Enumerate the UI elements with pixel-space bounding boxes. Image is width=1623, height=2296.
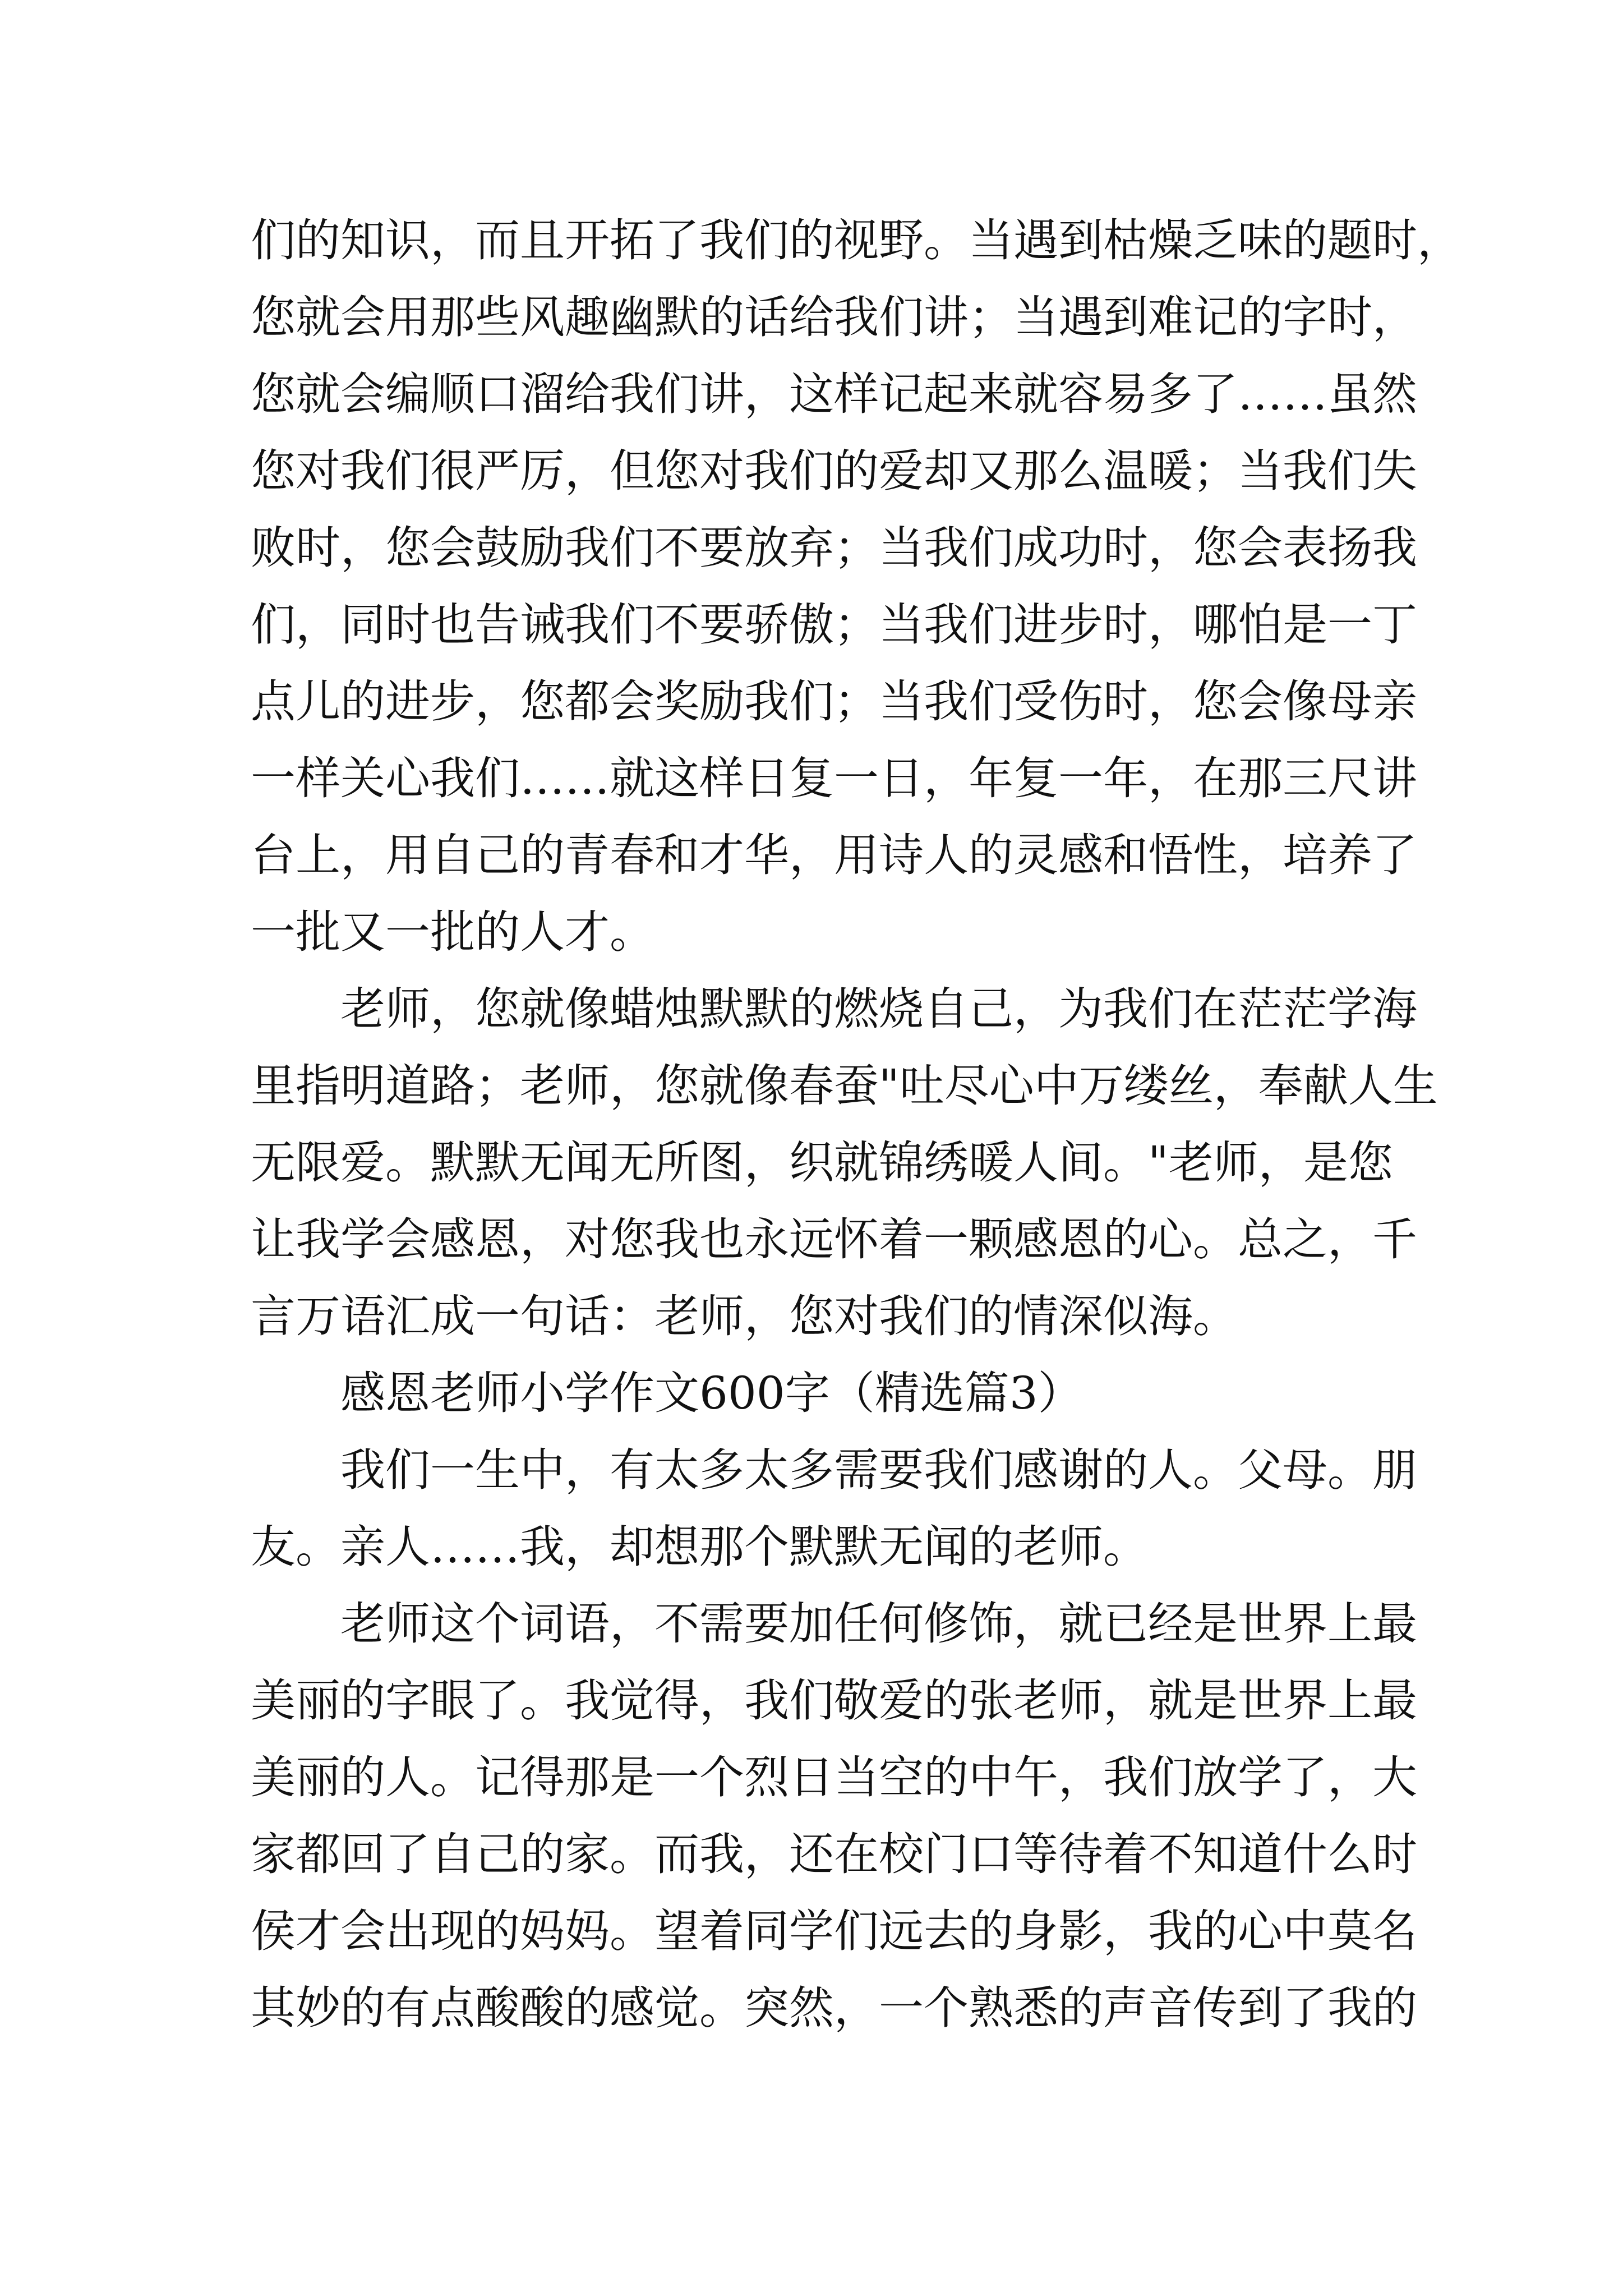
- text-line: 您就会编顺口溜给我们讲，这样记起来就容易多了……虽然: [251, 368, 1417, 420]
- text-line: 家都回了自己的家。而我，还在校门口等待着不知道什么时: [251, 1828, 1417, 1880]
- text-line: 您对我们很严厉，但您对我们的爱却又那么温暖；当我们失: [251, 445, 1417, 497]
- essay-body: [251, 202, 1462, 2046]
- text-line: 言万语汇成一句话：老师，您对我们的情深似海。: [251, 1290, 1238, 1342]
- section-heading: 感恩老师小学作文600字（精选篇3）: [340, 1367, 1083, 1419]
- text-line: 们，同时也告诫我们不要骄傲；当我们进步时，哪怕是一丁: [251, 599, 1417, 651]
- text-line: 美丽的字眼了。我觉得，我们敬爱的张老师，就是世界上最: [251, 1674, 1417, 1727]
- text-line: 点儿的进步，您都会奖励我们；当我们受伤时，您会像母亲: [251, 675, 1417, 728]
- paragraph-start-line: 老师，您就像蜡烛默默的燃烧自己，为我们在茫茫学海: [340, 983, 1417, 1035]
- text-line: 台上，用自己的青春和才华，用诗人的灵感和悟性，培养了: [251, 829, 1417, 881]
- text-line: 一批又一批的人才。: [251, 906, 654, 958]
- text-line: 美丽的人。记得那是一个烈日当空的中午，我们放学了，大: [251, 1751, 1417, 1803]
- text-line: 无限爱。默默无闻无所图，织就锦绣暖人间。"老师，是您: [251, 1137, 1393, 1189]
- text-line: 侯才会出现的妈妈。望着同学们远去的身影，我的心中莫名: [251, 1905, 1417, 1957]
- text-line: 败时，您会鼓励我们不要放弃；当我们成功时，您会表扬我: [251, 522, 1417, 574]
- paragraph-start-line: 我们一生中，有太多太多需要我们感谢的人。父母。朋: [340, 1444, 1417, 1496]
- text-line: 其妙的有点酸酸的感觉。突然，一个熟悉的声音传到了我的: [251, 1982, 1417, 2034]
- text-line: 您就会用那些风趣幽默的话给我们讲；当遇到难记的字时，: [251, 291, 1417, 343]
- text-line: 里指明道路；老师，您就像春蚕"吐尽心中万缕丝，奉献人生: [251, 1060, 1438, 1112]
- text-line: 们的知识，而且开拓了我们的视野。当遇到枯燥乏味的题时，: [251, 214, 1462, 266]
- text-line: 让我学会感恩，对您我也永远怀着一颗感恩的心。总之，千: [251, 1213, 1417, 1266]
- text-line: 一样关心我们……就这样日复一日，年复一年，在那三尺讲: [251, 752, 1417, 804]
- text-line: 友。亲人……我，却想那个默默无闻的老师。: [251, 1521, 1148, 1573]
- paragraph-start-line: 老师这个词语，不需要加任何修饰，就已经是世界上最: [340, 1598, 1417, 1650]
